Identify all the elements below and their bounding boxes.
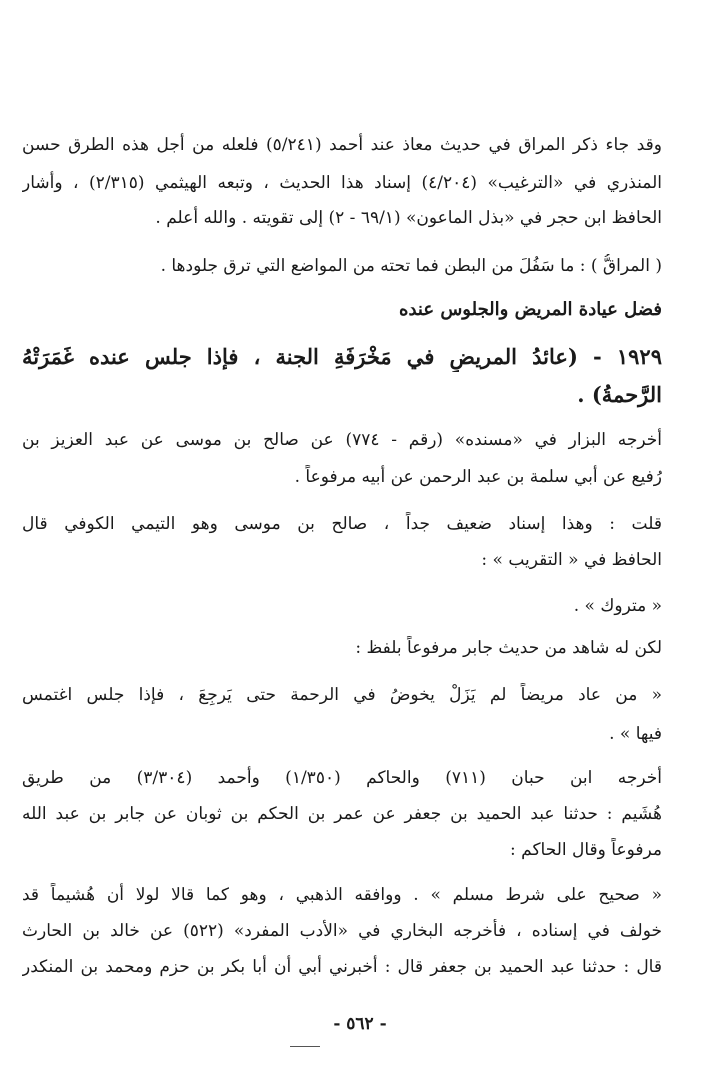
paragraph-line-1: وقد جاء ذكر المراق في حديث معاذ عند أحمد (٥/٢٤١) فلعله من أجل هذه الطرق حسن (22, 135, 662, 155)
final-paragraph-line-1: « صحيح على شرط مسلم » . ووافقه الذهبي ، وهو كما قالا لولا أن هُشيماً قد (22, 885, 662, 905)
witness-takhrij-line-3: مرفوعاً وقال الحاكم : (510, 840, 662, 860)
hadith-text-line-1: ١٩٢٩ - (عائدُ المريضِ في مَخْرَفَةِ الجنة ، فإذا جلس عنده غَمَرَتْهُ (22, 344, 662, 369)
bottom-rule (290, 1046, 320, 1047)
witness-text-line-2: فيها » . (609, 724, 662, 744)
page-number: - ٥٦٢ - (333, 1014, 387, 1034)
section-heading: فضل عيادة المريض والجلوس عنده (399, 299, 662, 320)
paragraph-line-2: المنذري في «الترغيب» (٤/٢٠٤) إسناد هذا الحديث ، وتبعه الهيثمي (٢/٣١٥) ، وأشار (22, 173, 662, 193)
book-page (22, 0, 662, 1072)
comment-line-2: الحافظ في « التقريب » : (481, 550, 662, 570)
witness-takhrij-line-1: أخرجه ابن حبان (٧١١) والحاكم (١/٣٥٠) وأحمد (٣/٣٠٤) من طريق (22, 768, 662, 788)
comment-line-1: قلت : وهذا إسناد ضعيف جداً ، صالح بن موسى وهو التيمي الكوفي قال (22, 514, 662, 534)
quote-matruk: « متروك » . (573, 596, 662, 616)
witness-intro: لكن له شاهد من حديث جابر مرفوعاً بلفظ : (355, 638, 662, 658)
hadith-text-line-2: الرَّحمةُ) . (577, 382, 662, 407)
takhrij-line-2: رُفيع عن أبي سلمة بن عبد الرحمن عن أبيه مرفوعاً . (294, 467, 662, 487)
final-paragraph-line-2: خولف في إسناده ، فأخرجه البخاري في «الأدب المفرد» (٥٢٢) عن خالد بن الحارث (22, 921, 662, 941)
witness-text-line-1: « من عاد مريضاً لم يَزَلْ يخوضُ في الرحمة حتى يَرجِعَ ، فإذا جلس اغتمس (22, 685, 662, 705)
paragraph-line-3: الحافظ ابن حجر في «بذل الماعون» (٦٩/١ - ٢) إلى تقويته . والله أعلم . (155, 208, 662, 228)
definition-line: ( المراقُّ ) : ما سَفُلَ من البطن فما تحته من المواضع التي ترق جلودها . (160, 256, 662, 276)
takhrij-line-1: أخرجه البزار في «مسنده» (رقم - ٧٧٤) عن صالح بن موسى عن عبد العزيز بن (22, 430, 662, 450)
final-paragraph-line-3: قال : حدثنا عبد الحميد بن جعفر قال : أخبرني أبي أن أبا بكر بن حزم ومحمد بن المنكدر (22, 957, 662, 977)
witness-takhrij-line-2: هُشَيم : حدثنا عبد الحميد بن جعفر عن عمر بن الحكم بن ثوبان عن جابر بن عبد الله (22, 804, 662, 824)
